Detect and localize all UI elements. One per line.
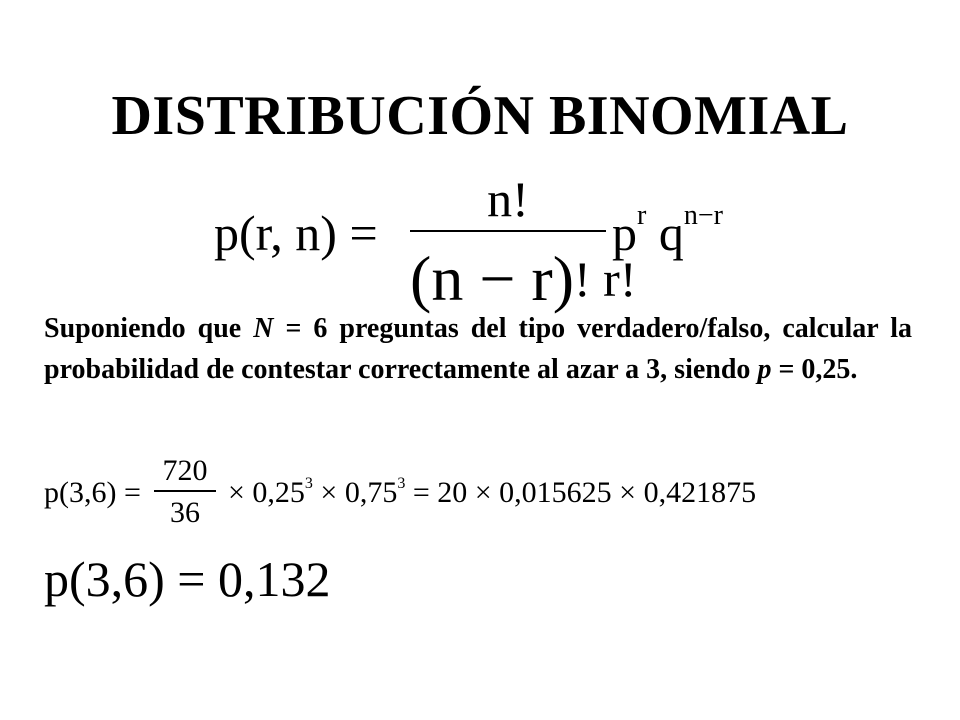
calc-term1: × 0,25 — [228, 476, 305, 509]
fraction-bar — [410, 230, 606, 232]
calc-result-expr: = 20 × 0,015625 × 0,421875 — [412, 476, 757, 509]
variable-N: N — [253, 313, 274, 344]
denominator-rest: ! r! — [574, 251, 637, 307]
calc-numerator: 720 — [162, 454, 208, 487]
formula-denominator — [410, 238, 637, 314]
formula-fraction — [410, 170, 637, 314]
slide-title: DISTRIBUCIÓN BINOMIAL — [111, 85, 849, 147]
denominator-paren: (n − r) — [410, 243, 575, 314]
calc-term2: × 0,75 — [320, 476, 398, 509]
rhs-p: p — [612, 205, 637, 261]
binomial-formula — [214, 170, 774, 314]
final-result: p(3,6) = 0,132 — [44, 551, 331, 607]
formula-numerator: n! — [487, 171, 529, 227]
calculation-formula — [44, 452, 764, 532]
rhs-q: q — [658, 205, 684, 261]
calc-fraction-bar — [154, 490, 216, 492]
calc-fraction — [150, 452, 220, 532]
calc-rhs — [228, 476, 756, 510]
rhs-q-exponent: n−r — [683, 200, 723, 231]
calc-lhs: p(3,6) = — [44, 476, 141, 509]
calc-term2-exponent: 3 — [397, 475, 406, 492]
rhs-p-exponent: r — [637, 200, 647, 231]
variable-p: p — [757, 354, 772, 385]
calc-term1-exponent: 3 — [304, 475, 313, 492]
problem-text-2: = 6 preguntas del tipo verdadero/falso, calcular la probabilidad de contestar correctamente al azar a 3, siendo — [44, 313, 913, 385]
formula-rhs — [612, 200, 723, 262]
problem-text-1: Suponiendo que — [44, 313, 254, 344]
formula-lhs: p(r, n) = — [214, 205, 378, 261]
problem-statement — [44, 308, 912, 390]
calc-denominator: 36 — [170, 496, 200, 529]
problem-text-3: = 0,25. — [771, 354, 858, 385]
